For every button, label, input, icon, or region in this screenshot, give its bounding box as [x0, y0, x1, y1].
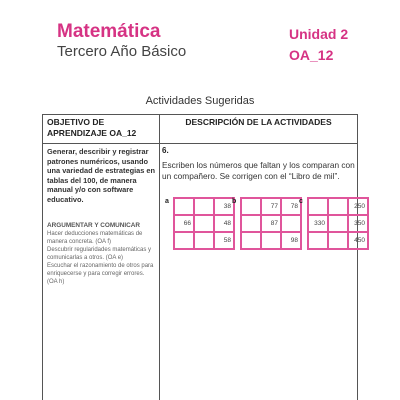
grid-cell[interactable]: 450	[348, 232, 368, 249]
grid-cell[interactable]	[241, 215, 261, 232]
activity-description: Escriben los números que faltan y los comparan con un compañero. Se corrigen con el “Libro de mil”.	[162, 160, 355, 181]
grid-cell[interactable]	[174, 232, 194, 249]
grid-a-label: a	[165, 198, 169, 205]
grid-cell[interactable]	[328, 232, 348, 249]
skill-item: Hacer deducciones matemáticas de manera concreta. (OA f)	[47, 231, 143, 245]
grid-cell[interactable]	[194, 198, 214, 215]
activities-table	[42, 114, 365, 400]
grid-cell[interactable]: 58	[214, 232, 234, 249]
skill-item: Descubrir regularidades matemáticas y comunicarlas a otros. (OA e)	[47, 247, 152, 261]
description-column-header: DESCRIPCIÓN DE LA ACTIVIDADES	[185, 117, 332, 127]
number-grid-a	[173, 197, 235, 250]
skills-list	[47, 230, 155, 286]
grid-cell[interactable]: 77	[261, 198, 281, 215]
objective-column-header: OBJETIVO DE APRENDIZAJE OA_12	[47, 117, 137, 138]
grid-cell[interactable]: 66	[174, 215, 194, 232]
skill-item: Escuchar el razonamiento de otros para enriquecerse y para corregir errores. (OA h)	[47, 263, 154, 285]
grid-cell[interactable]	[328, 215, 348, 232]
grid-cell[interactable]	[308, 232, 328, 249]
oa-label: OA_12	[289, 47, 334, 63]
grid-cell[interactable]	[328, 198, 348, 215]
grid-cell[interactable]	[281, 215, 301, 232]
subject-title: Matemática	[57, 21, 161, 42]
grid-cell[interactable]: 330	[308, 215, 328, 232]
skills-title: ARGUMENTAR Y COMUNICAR	[47, 222, 141, 229]
number-grid-b	[240, 197, 302, 250]
grid-cell[interactable]	[194, 232, 214, 249]
grid-cell[interactable]: 38	[214, 198, 234, 215]
grid-b-label: b	[232, 198, 237, 205]
activity-number: 6.	[162, 146, 169, 155]
grid-cell[interactable]: 350	[348, 215, 368, 232]
section-title: Actividades Sugeridas	[145, 95, 255, 107]
grid-cell[interactable]	[174, 198, 194, 215]
grid-cell[interactable]: 78	[281, 198, 301, 215]
grid-cell[interactable]: 98	[281, 232, 301, 249]
grid-cell[interactable]	[308, 198, 328, 215]
grid-cell[interactable]	[241, 198, 261, 215]
grid-c-label: c	[299, 198, 303, 205]
objective-text: Generar, describir y registrar patrones numéricos, usando una variedad de estrategias en tablas del 100, de manera manual y/o con software educativo.	[47, 147, 156, 204]
grid-cell[interactable]	[261, 232, 281, 249]
grid-cell[interactable]	[194, 215, 214, 232]
grade-subtitle: Tercero Año Básico	[57, 43, 187, 60]
grid-cell[interactable]: 87	[261, 215, 281, 232]
unit-label: Unidad 2	[289, 26, 349, 42]
number-grid-c	[307, 197, 369, 250]
header-divider	[43, 143, 357, 144]
grid-cell[interactable]	[241, 232, 261, 249]
column-divider	[159, 115, 160, 400]
grid-cell[interactable]: 250	[348, 198, 368, 215]
grid-cell[interactable]: 48	[214, 215, 234, 232]
